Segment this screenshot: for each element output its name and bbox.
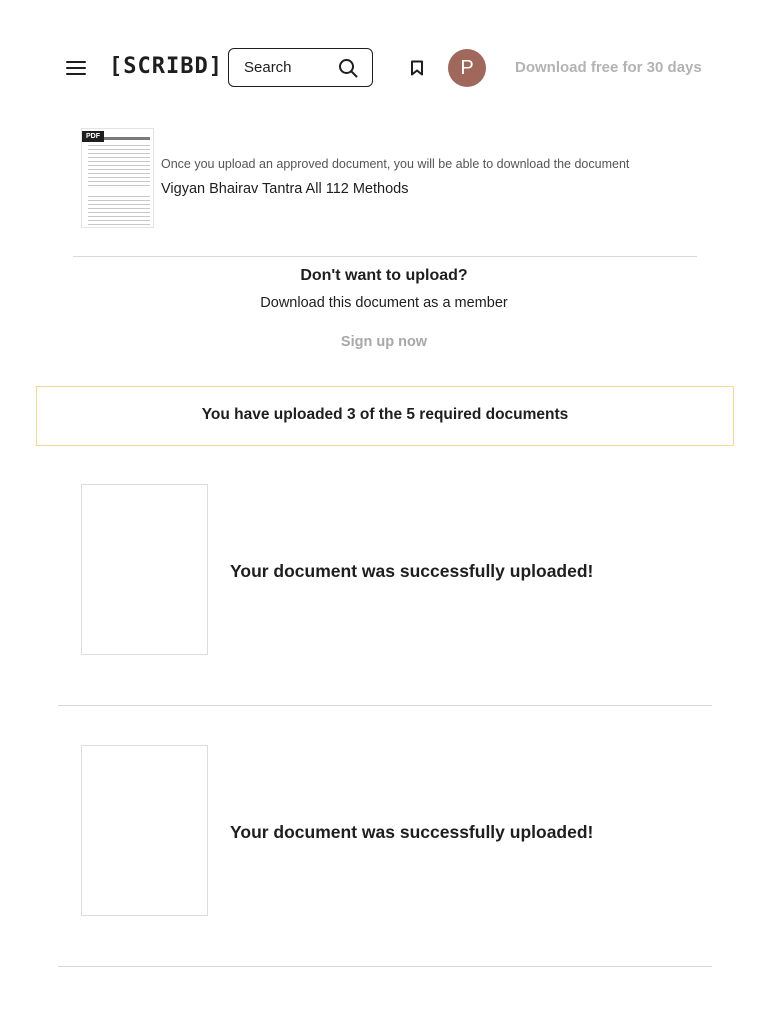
pdf-badge: PDF [82, 131, 104, 142]
signup-link-row [0, 334, 768, 350]
document-title[interactable]: Vigyan Bhairav Tantra All 112 Methods [161, 181, 409, 197]
search-input[interactable] [228, 48, 373, 87]
upload-note: Once you upload an approved document, you will be able to download the document [161, 157, 630, 171]
signup-link[interactable]: Sign up now [340, 334, 428, 350]
slot-divider [58, 705, 712, 706]
upload-slot [0, 707, 768, 968]
search-icon[interactable] [338, 58, 358, 78]
document-thumbnail[interactable] [81, 128, 154, 228]
thumbnail-text-lines [88, 145, 150, 228]
download-free-link[interactable]: Download free for 30 days [515, 59, 702, 76]
uploaded-document-thumbnail [81, 484, 208, 655]
slot-divider [58, 966, 712, 967]
upload-success-message: Your document was successfully uploaded! [230, 561, 594, 581]
bookmark-icon[interactable] [410, 60, 424, 76]
upload-progress-banner [36, 386, 734, 446]
cta-subtext: Download this document as a member [260, 295, 508, 311]
avatar[interactable]: P [448, 49, 486, 87]
uploaded-document-thumbnail [81, 745, 208, 916]
upload-slot [0, 446, 768, 707]
search-label: Search [244, 59, 292, 76]
top-bar [0, 0, 768, 136]
thumbnail-title-line [104, 137, 150, 140]
menu-icon[interactable] [66, 58, 88, 78]
upload-progress-text: You have uploaded 3 of the 5 required documents [201, 406, 569, 423]
cta-heading: Don't want to upload? [300, 267, 468, 284]
section-divider [73, 256, 697, 257]
scribd-logo[interactable]: [SCRIBD] [109, 54, 223, 79]
upload-success-message: Your document was successfully uploaded! [230, 822, 594, 842]
